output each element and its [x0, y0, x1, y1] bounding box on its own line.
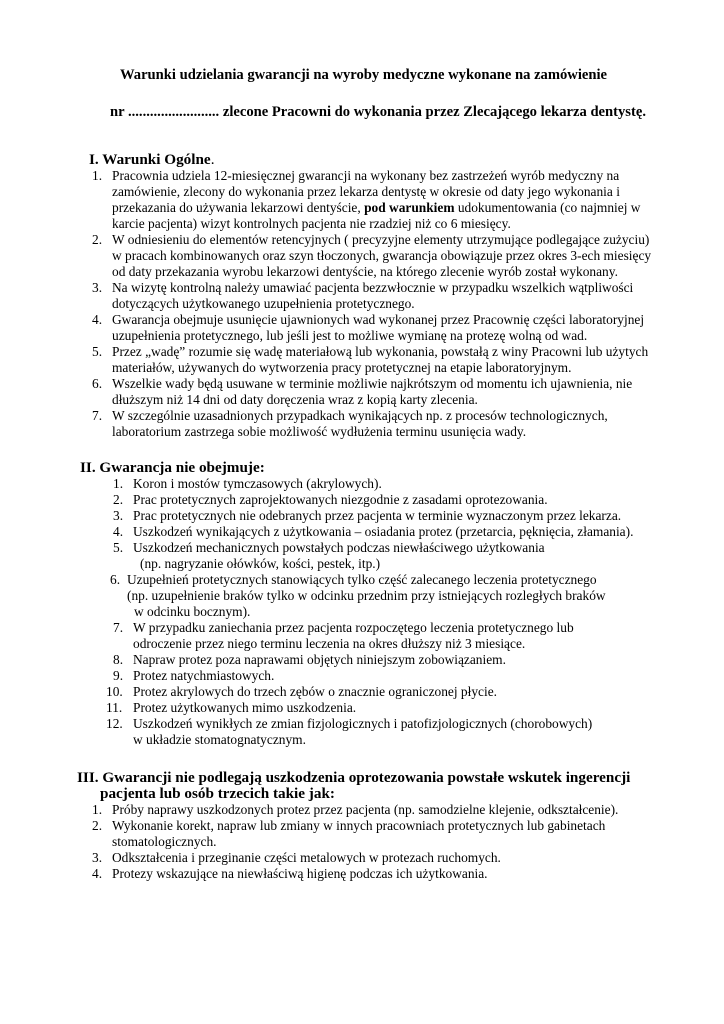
- section-1-item-line: zamówienie, zlecony do wykonania przez lekarza dentystę w okresie od daty jego wykonania i: [112, 184, 620, 199]
- section-1-heading-dot: .: [210, 151, 215, 168]
- section-1-item-line: Wszelkie wady będą usuwane w terminie możliwie najkrótszym od momentu ich ujawnienia, nie: [112, 376, 633, 391]
- section-2-item-line: odroczenie przez niego terminu leczenia na okres dłuższy niż 3 miesiące.: [133, 636, 526, 651]
- section-2-item-number: 9.: [113, 668, 124, 683]
- section-3-item-number: 4.: [92, 866, 103, 881]
- section-1-item-number: 7.: [92, 408, 103, 423]
- section-3-heading-cont: pacjenta lub osób trzecich takie jak:: [100, 785, 335, 802]
- section-1-item-line: w pracach kombinowanych oraz szyn tłoczonych, gwarancja obowiązuje przez okres 3-ech miesięcy: [112, 248, 652, 263]
- section-2-item-number: 1.: [113, 476, 124, 491]
- section-3-item-number: 1.: [92, 802, 103, 817]
- section-2-item-number: 11.: [106, 700, 123, 715]
- section-2-item-line: Protez akrylowych do trzech zębów o znacznie ograniczonej płycie.: [133, 684, 497, 699]
- section-1-item-number: 6.: [92, 376, 103, 391]
- section-2-item-number: 12.: [106, 716, 123, 731]
- section-1-item-line: materiałów, używanych do wytworzenia pracy protetycznej na etapie laboratoryjnym.: [112, 360, 572, 375]
- section-2-item-line: Koron i mostów tymczasowych (akrylowych).: [133, 476, 382, 491]
- section-2-item-line: W przypadku zaniechania przez pacjenta rozpoczętego leczenia protetycznego lub: [133, 620, 574, 635]
- section-2-item-number: 6.: [110, 572, 121, 587]
- section-1-item-line: karcie pacjenta) wizyt kontrolnych pacjenta nie rzadziej niż co 6 miesięcy.: [112, 216, 511, 231]
- section-1-item-line: uzupełnienia protetycznego, lub jeśli jest to możliwe wymianę na protezę wolną od wad.: [112, 328, 588, 343]
- section-1-item-number: 4.: [92, 312, 103, 327]
- section-2-item-number: 7.: [113, 620, 124, 635]
- section-2-item-number: 2.: [113, 492, 124, 507]
- section-1-item-line: Przez „wadę” rozumie się wadę materiałową lub wykonania, powstałą z winy Pracowni lub użytych: [112, 344, 649, 359]
- section-3-item-line: Odkształcenia i przeginanie części metalowych w protezach ruchomych.: [112, 850, 501, 865]
- section-2-item-line: Uszkodzeń mechanicznych powstałych podczas niewłaściwego użytkowania: [133, 540, 545, 555]
- section-1-item-text: udokumentowania (co najmniej w: [457, 200, 641, 215]
- section-1-item-number: 3.: [92, 280, 103, 295]
- section-1-item-number: 2.: [92, 232, 103, 247]
- section-2-item-line: (np. nagryzanie ołówków, kości, pestek, itp.): [140, 556, 381, 571]
- document-subtitle: nr ......................... zlecone Pracowni do wykonania przez Zlecającego lekarza dentystę.: [110, 104, 646, 120]
- section-2-item-line: Protez użytkowanych mimo uszkodzenia.: [133, 700, 357, 715]
- section-3-item-line: Próby naprawy uszkodzonych protez przez pacjenta (np. samodzielne klejenie, odkształcenie).: [112, 802, 619, 817]
- section-3-heading: III. Gwarancji nie podlegają uszkodzenia oprotezowania powstałe wskutek ingerencji: [77, 769, 631, 786]
- document-title: Warunki udzielania gwarancji na wyroby medyczne wykonane na zamówienie: [120, 67, 608, 83]
- section-3-item-line: Wykonanie korekt, napraw lub zmiany w innych pracowniach protetycznych lub gabinetach: [112, 818, 606, 833]
- section-3-item-number: 3.: [92, 850, 103, 865]
- section-1-item-line: laboratorium zastrzega sobie możliwość wydłużenia terminu usunięcia wady.: [112, 424, 527, 439]
- section-2-heading: II. Gwarancja nie obejmuje:: [80, 459, 265, 476]
- section-2-item-line: (np. uzupełnienie braków tylko w odcinku przednim przy istniejących rozległych braków: [127, 588, 606, 603]
- section-1-item-line: dłuższym niż 14 dni od daty doręczenia wraz z kopią karty zlecenia.: [112, 392, 478, 407]
- section-1-item-line: W szczególnie uzasadnionych przypadkach wynikających np. z procesów technologicznych,: [112, 408, 608, 423]
- section-2-item-line: Napraw protez poza naprawami objętych niniejszym zobowiązaniem.: [133, 652, 506, 667]
- section-2-item-line: w układzie stomatognatycznym.: [133, 732, 306, 747]
- section-1-item-line: W odniesieniu do elementów retencyjnych ( precyzyjne elementy utrzymujące podlegające zużyciu): [112, 232, 650, 247]
- section-2-item-number: 5.: [113, 540, 124, 555]
- section-1-item-line: Na wizytę kontrolną należy umawiać pacjenta bezzwłocznie w przypadku wszelkich wątpliwości: [112, 280, 634, 295]
- section-3-item-line: stomatologicznych.: [112, 834, 217, 849]
- section-2-item-line: Uszkodzeń wynikłych ze zmian fizjologicznych i patofizjologicznych (chorobowych): [133, 716, 593, 731]
- section-2-item-line: Prac protetycznych nie odebranych przez pacjenta w terminie wyznaczonym przez lekarza.: [133, 508, 622, 523]
- section-1-item-line: Pracownia udziela 12-miesięcznej gwarancji na wykonany bez zastrzeżeń wyrób medyczny na: [112, 168, 620, 183]
- section-1-heading-text: I. Warunki Ogólne: [89, 151, 211, 168]
- section-3-item-number: 2.: [92, 818, 103, 833]
- section-1-item-text: przekazania do używania lekarzowi dentyście,: [112, 200, 361, 215]
- section-1-item-line: [112, 200, 640, 216]
- section-1-item-number: 5.: [92, 344, 103, 359]
- section-2-item-number: 8.: [113, 652, 124, 667]
- section-1-bold-condition: pod warunkiem: [360, 200, 458, 215]
- section-1-item-line: od daty przekazania wyrobu lekarzowi dentyście, na którego zlecenie wyrób został wykonany.: [112, 264, 618, 279]
- section-2-item-line: Uzupełnień protetycznych stanowiących tylko część zalecanego leczenia protetycznego: [127, 572, 597, 587]
- section-2-item-number: 10.: [106, 684, 123, 699]
- section-2-item-line: Protez natychmiastowych.: [133, 668, 275, 683]
- section-1-item-line: Gwarancja obejmuje usunięcie ujawnionych wad wykonanej przez Pracownię części laboratoryjnej: [112, 312, 645, 327]
- section-2-item-number: 3.: [113, 508, 124, 523]
- section-1-item-number: 1.: [92, 168, 103, 183]
- section-1-item-line: dotyczących użytkowanego uzupełnienia protetycznego.: [112, 296, 415, 311]
- section-3-item-line: Protezy wskazujące na niewłaściwą higienę podczas ich użytkowania.: [112, 866, 488, 881]
- section-1-heading: [89, 152, 214, 168]
- section-2-item-number: 4.: [113, 524, 124, 539]
- section-2-item-line: w odcinku bocznym).: [134, 604, 251, 619]
- section-2-item-line: Prac protetycznych zaprojektowanych niezgodnie z zasadami oprotezowania.: [133, 492, 548, 507]
- section-2-item-line: Uszkodzeń wynikających z użytkowania – osiadania protez (przetarcia, pęknięcia, złamania).: [133, 524, 634, 539]
